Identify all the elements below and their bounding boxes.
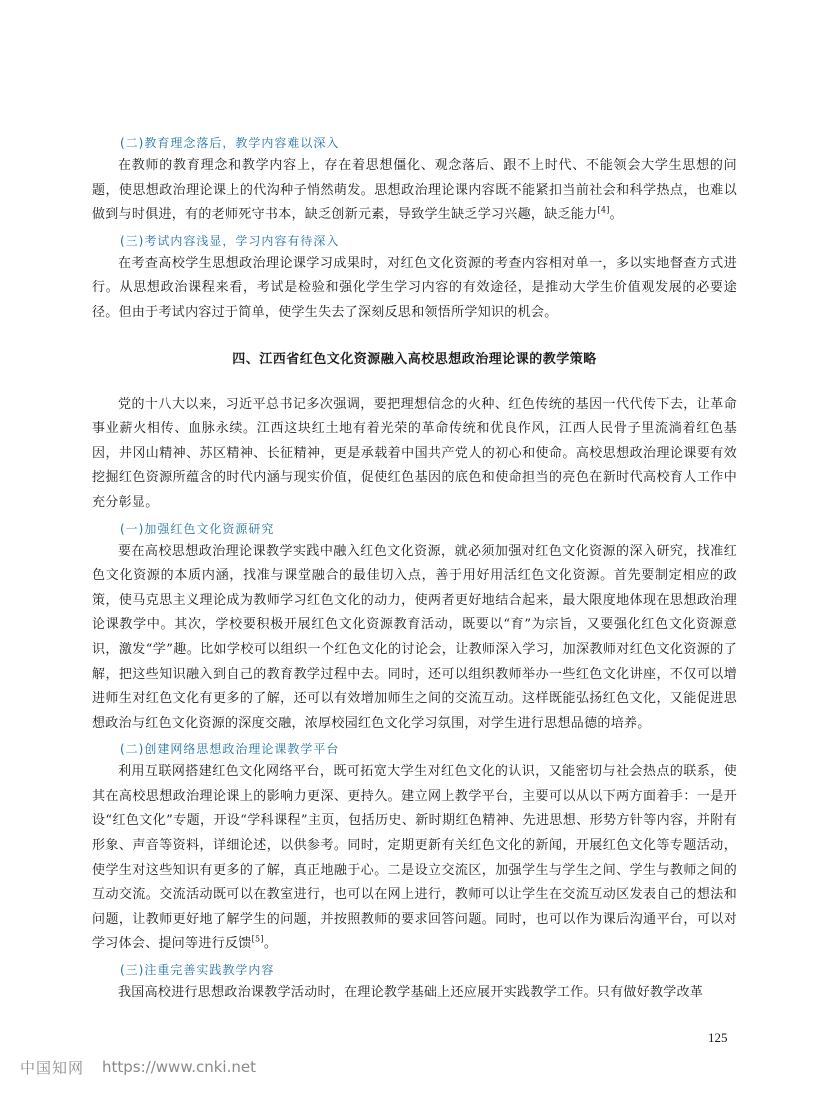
paragraph-exam-content: 在考查高校学生思想政治理论课学习成果时，对红色文化资源的考查内容相对单一，多以实地督查方式进行。从思想政治课程来看，考试是检验和强化学生学习内容的有效途径，是推动大学生价值观发展的必要途径。但由于考试内容过于简单，使学生失去了深刻反思和领悟所学知识的机会。 xyxy=(92,255,737,320)
subheading-network-platform: (二)创建网络思想政治理论课教学平台 xyxy=(120,742,340,757)
footnote-reference[interactable]: [5] xyxy=(251,935,264,945)
paragraph-section-intro: 党的十八大以来，习近平总书记多次强调，要把理想信念的火种、红色传统的基因一代代传下去，让革命事业薪火相传、血脉永续。江西这块红土地有着光荣的革命传统和优良作风，江西人民骨子里流淌着红色基因，井冈山精神、苏区精神、长征精神，更是承载着中国共产党人的初心和使命。高校思想政治理论课要有效挖掘红色资源所蕴含的时代内涵与现实价值，促使红色基因的底色和使命担当的亮色在新时代高校育人工作中充分彰显。 xyxy=(92,396,737,510)
footer-bar xyxy=(0,1052,816,1082)
subheading-practice: (三)注重完善实践教学内容 xyxy=(120,963,275,978)
cnki-logo[interactable]: 中国知网 xyxy=(20,1058,85,1077)
paragraph-education-concept: 在教师的教育理念和教学内容上，存在着思想僵化、观念落后、跟不上时代、不能领会大学生思想的问题，使思想政治理论课上的代沟种子悄然萌发。思想政治理论课内容既不能紧扣当前社会和科学热点，也难以做到与时俱进，有的老师死守书本，缺乏创新元素，导致学生缺乏学习兴趣，缺乏能力[4]。 xyxy=(92,158,737,223)
page-number: 125 xyxy=(708,1030,728,1045)
subheading-research: (一)加强红色文化资源研究 xyxy=(120,521,275,536)
paragraph-practice: 我国高校进行思想政治课教学活动时，在理论教学基础上还应展开实践教学工作。只有做好教学改革 xyxy=(118,985,704,1001)
subheading-exam-content: (三)考试内容浅显，学习内容有待深入 xyxy=(120,233,340,248)
footer-url[interactable]: https://www.cnki.net xyxy=(102,1058,256,1076)
paragraph-research: 要在高校思想政治理论课教学实践中融入红色文化资源，就必须加强对红色文化资源的深入研究，找准红色文化资源的本质内涵，找准与课堂融合的最佳切入点，善于用好用活红色文化资源。首先要制定相应的政策，使马克思主义理论成为教师学习红色文化的动力，使两者更好地结合起来，最大限度地体现在思想政治理论课教学中。其次，学校要积极开展红色文化资源教育活动，既要以“育”为宗旨，又要强化红色文化资源意识，激发“学”趣。比如学校可以组织一个红色文化的讨论会，让教师深入学习，加深教师对红色文化资源的了解，把这些知识融入到自己的教育教学过程中去。同时，还可以组织教师举办一些红色文化讲座，不仅可以增进师生对红色文化有更多的了解，还可以有效增加师生之间的交流互动。这样既能弘扬红色文化，又能促进思想政治与红色文化资源的深度交融，浓厚校园红色文化学习氛围，对学生进行思想品德的培养。 xyxy=(92,543,737,731)
article-body xyxy=(92,130,737,1006)
section-title: 四、江西省红色文化资源融入高校思想政治理论课的教学策略 xyxy=(232,351,597,367)
subheading-education-concept: (二)教育理念落后，教学内容难以深入 xyxy=(120,136,340,150)
footnote-reference[interactable]: [4] xyxy=(597,205,610,215)
paragraph-network-platform: 利用互联网搭建红色文化网络平台，既可拓宽大学生对红色文化的认识，又能密切与社会热点的联系，使其在高校思想政治理论课上的影响力更深、更持久。建立网上教学平台，主要可以从以下两方面着手：一是开设“红色文化”专题，开设“学科课程”主页，包括历史、新时期红色精神、先进思想、形势方针等内容，并附有形象、声音等资料，详细论述，以供参考。同时，定期更新有关红色文化的新闻，开展红色文化等专题活动，使学生对这些知识有更多的了解，真正地融于心。二是设立交流区，加强学生与学生之间、学生与教师之间的互动交流。交流活动既可以在教室进行，也可以在网上进行，教师可以让学生在交流互动区发表自己的想法和问题，让教师更好地了解学生的问题，并按照教师的要求回答问题。同时，也可以作为课后沟通平台，可以对学习体会、提问等进行反馈[5]。 xyxy=(92,764,737,952)
